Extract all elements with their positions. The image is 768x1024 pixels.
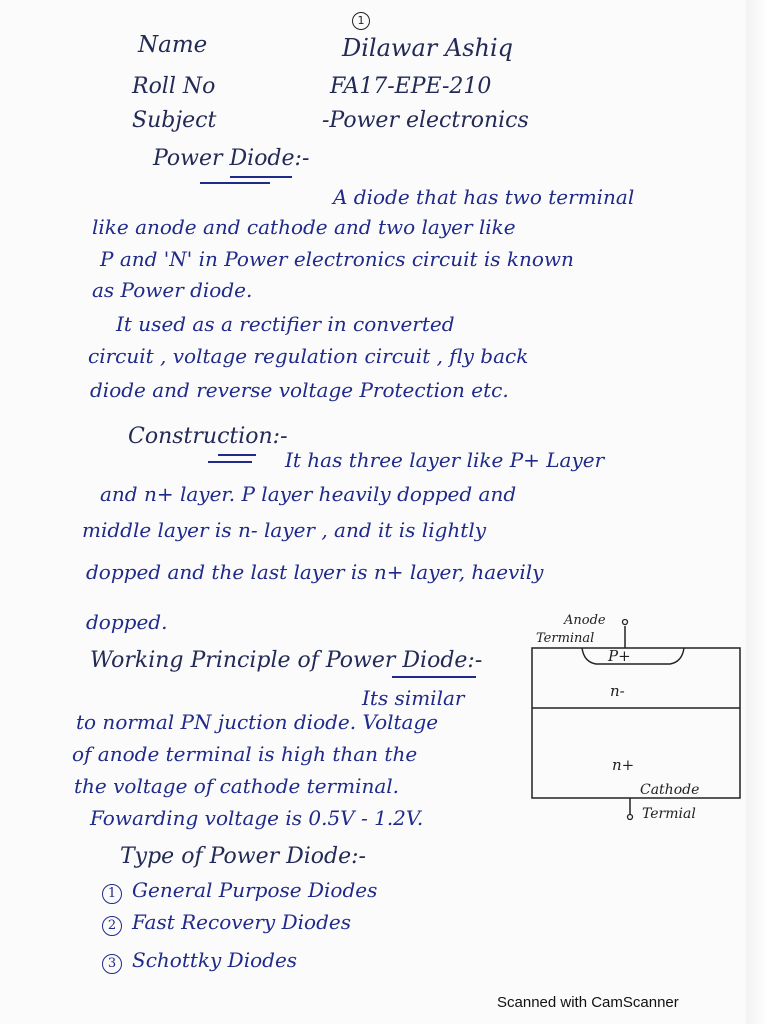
heading-underline bbox=[230, 176, 292, 178]
working-line-1: Its similar bbox=[362, 686, 465, 710]
diode-body bbox=[532, 648, 740, 798]
type-item-label: Fast Recovery Diodes bbox=[132, 910, 351, 934]
power-diode-heading: Power Diode:- bbox=[153, 146, 310, 171]
cathode-terminal-dot bbox=[628, 815, 633, 820]
construction-line-5: dopped. bbox=[86, 610, 168, 634]
n-minus-label: n- bbox=[610, 682, 625, 700]
type-item-label: Schottky Diodes bbox=[132, 948, 298, 972]
power-diode-line-2: like anode and cathode and two layer like bbox=[92, 215, 516, 239]
power-diode-line-1: A diode that has two terminal bbox=[333, 185, 635, 209]
working-heading: Working Principle of Power Diode:- bbox=[90, 648, 483, 673]
cathode-label: Cathode bbox=[640, 782, 700, 798]
list-number-marker: 3 bbox=[102, 954, 122, 974]
anode-terminal-label: Terminal bbox=[536, 631, 595, 646]
power-diode-line-7: diode and reverse voltage Protection etc. bbox=[90, 378, 509, 402]
construction-line-4: dopped and the last layer is n+ layer, haevily bbox=[86, 560, 544, 584]
power-diode-line-3: P and 'N' in Power electronics circuit is known bbox=[100, 247, 574, 271]
list-number-marker: 2 bbox=[102, 916, 122, 936]
type-item bbox=[102, 950, 662, 974]
power-diode-structure-diagram bbox=[520, 612, 750, 832]
list-number-marker: 1 bbox=[102, 884, 122, 904]
type-item bbox=[102, 912, 662, 936]
working-line-5: Fowarding voltage is 0.5V - 1.2V. bbox=[90, 806, 424, 830]
p-plus-label: P+ bbox=[608, 647, 631, 665]
power-diode-line-6: circuit , voltage regulation circuit , fly back bbox=[88, 344, 529, 368]
page-number: 1 bbox=[352, 12, 370, 30]
construction-line-2: and n+ layer. P layer heavily dopped and bbox=[100, 482, 517, 506]
construction-heading: Construction:- bbox=[128, 424, 288, 449]
power-diode-line-5: It used as a rectifier in converted bbox=[116, 312, 455, 336]
subject-label: Subject bbox=[132, 108, 217, 133]
anode-terminal-dot bbox=[623, 620, 628, 625]
power-diode-line-4: as Power diode. bbox=[92, 278, 253, 302]
construction-line-1: It has three layer like P+ Layer bbox=[285, 448, 605, 472]
types-heading: Type of Power Diode:- bbox=[120, 844, 366, 869]
construction-line-3: middle layer is n- layer , and it is lightly bbox=[82, 518, 487, 542]
n-plus-label: n+ bbox=[612, 756, 635, 774]
working-line-4: the voltage of cathode terminal. bbox=[74, 774, 400, 798]
scanner-watermark: Scanned with CamScanner bbox=[497, 994, 679, 1011]
subject-value: -Power electronics bbox=[322, 108, 529, 133]
heading-underline bbox=[208, 461, 252, 463]
roll-value: FA17-EPE-210 bbox=[330, 74, 492, 99]
name-value: Dilawar Ashiq bbox=[342, 34, 513, 62]
p-plus-region bbox=[582, 648, 684, 664]
anode-label: Anode bbox=[564, 613, 606, 628]
heading-underline bbox=[218, 454, 256, 456]
type-item-label: General Purpose Diodes bbox=[132, 878, 378, 902]
working-line-3: of anode terminal is high than the bbox=[72, 742, 418, 766]
name-label: Name bbox=[138, 32, 208, 58]
page-edge bbox=[746, 0, 768, 1024]
cathode-terminal-label: Termial bbox=[642, 806, 696, 822]
heading-underline bbox=[200, 182, 270, 184]
working-line-2: to normal PN juction diode. Voltage bbox=[76, 710, 439, 734]
roll-label: Roll No bbox=[132, 74, 216, 99]
heading-underline bbox=[392, 676, 476, 678]
type-item bbox=[102, 880, 662, 904]
